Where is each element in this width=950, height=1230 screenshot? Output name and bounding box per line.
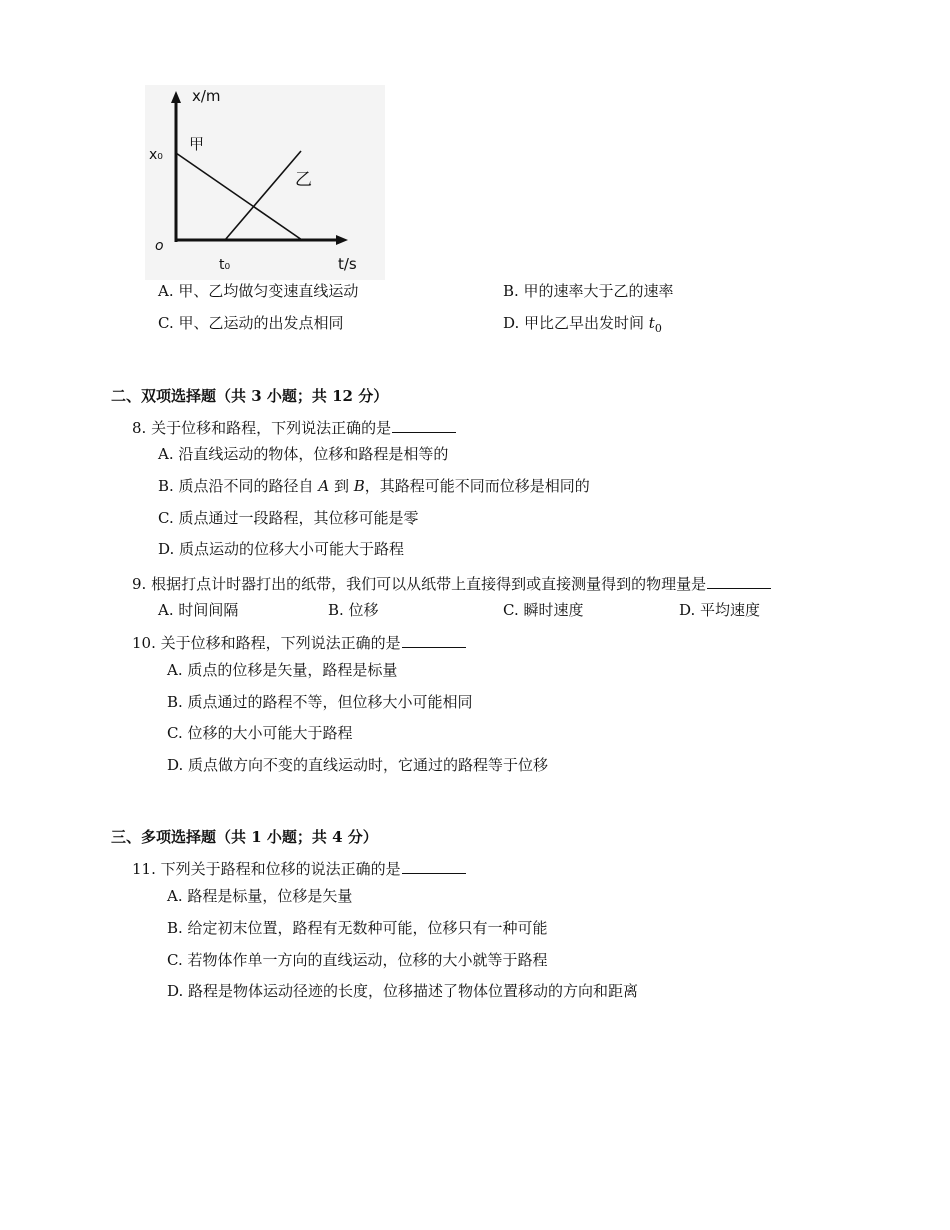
q8-option-a: A. 沿直线运动的物体，位移和路程是相等的 xyxy=(158,445,449,463)
q9-stem-text: 9. 根据打点计时器打出的纸带，我们可以从纸带上直接得到或直接测量得到的物理量是 xyxy=(132,575,707,593)
x-axis-label: t/s xyxy=(338,255,357,273)
q7-option-a: A. 甲、乙均做匀变速直线运动 xyxy=(158,282,359,300)
q8-option-b-p1: B. 质点沿不同的路径自 xyxy=(158,477,319,495)
line-yi-label: 乙 xyxy=(295,170,312,190)
q7-option-b: B. 甲的速率大于乙的速率 xyxy=(503,282,674,300)
q8-option-b-p2: 到 xyxy=(329,477,354,495)
q9-option-b: B. 位移 xyxy=(328,601,379,619)
origin-label: o xyxy=(155,238,164,254)
q8-stem xyxy=(132,418,456,438)
q7-option-d-var: t xyxy=(648,314,655,332)
q10-answer-blank xyxy=(402,633,466,648)
q8-option-b xyxy=(158,476,590,496)
section-3-heading: 三、多项选择题（共 1 小题；共 4 分） xyxy=(111,828,378,846)
q10-option-b: B. 质点通过的路程不等，但位移大小可能相同 xyxy=(167,693,473,711)
q8-option-c: C. 质点通过一段路程，其位移可能是零 xyxy=(158,509,419,527)
q10-option-d: D. 质点做方向不变的直线运动时，它通过的路程等于位移 xyxy=(167,756,549,774)
q7-option-d xyxy=(503,313,662,339)
xt-graph-figure xyxy=(145,85,385,280)
figure-background xyxy=(145,85,385,280)
q9-option-c: C. 瞬时速度 xyxy=(503,601,584,619)
q8-stem-text: 8. 关于位移和路程，下列说法正确的是 xyxy=(132,419,392,437)
q11-option-a: A. 路程是标量，位移是矢量 xyxy=(167,887,353,905)
q11-option-d: D. 路程是物体运动径迹的长度，位移描述了物体位置移动的方向和距离 xyxy=(167,982,639,1000)
y-axis-label: x/m xyxy=(192,87,221,105)
q7-option-c: C. 甲、乙运动的出发点相同 xyxy=(158,314,344,332)
q11-stem-text: 11. 下列关于路程和位移的说法正确的是 xyxy=(132,860,401,878)
q8-option-b-p3: ，其路程可能不同而位移是相同的 xyxy=(364,477,590,495)
section-2-heading: 二、双项选择题（共 3 小题；共 12 分） xyxy=(111,387,389,405)
q10-stem-text: 10. 关于位移和路程，下列说法正确的是 xyxy=(132,634,401,652)
q11-option-c: C. 若物体作单一方向的直线运动，位移的大小就等于路程 xyxy=(167,951,548,969)
q9-option-a: A. 时间间隔 xyxy=(158,601,239,619)
x0-label: x₀ xyxy=(149,147,163,163)
q10-option-c: C. 位移的大小可能大于路程 xyxy=(167,724,353,742)
q7-option-d-sub: 0 xyxy=(654,322,662,335)
q9-answer-blank xyxy=(707,574,771,589)
q8-option-b-var1: A xyxy=(318,477,330,495)
q11-option-b: B. 给定初末位置，路程有无数种可能，位移只有一种可能 xyxy=(167,919,548,937)
q11-stem xyxy=(132,859,466,879)
line-jia-label: 甲 xyxy=(189,135,205,153)
q8-answer-blank xyxy=(392,418,456,433)
q8-option-d: D. 质点运动的位移大小可能大于路程 xyxy=(158,540,405,558)
t0-label: t₀ xyxy=(219,257,231,273)
q11-answer-blank xyxy=(402,859,466,874)
q10-stem xyxy=(132,633,466,653)
q9-stem xyxy=(132,574,771,594)
q8-option-b-var2: B xyxy=(353,477,365,495)
q9-option-d: D. 平均速度 xyxy=(679,601,761,619)
q7-option-d-text: D. 甲比乙早出发时间 xyxy=(503,314,649,332)
q10-option-a: A. 质点的位移是矢量，路程是标量 xyxy=(167,661,398,679)
